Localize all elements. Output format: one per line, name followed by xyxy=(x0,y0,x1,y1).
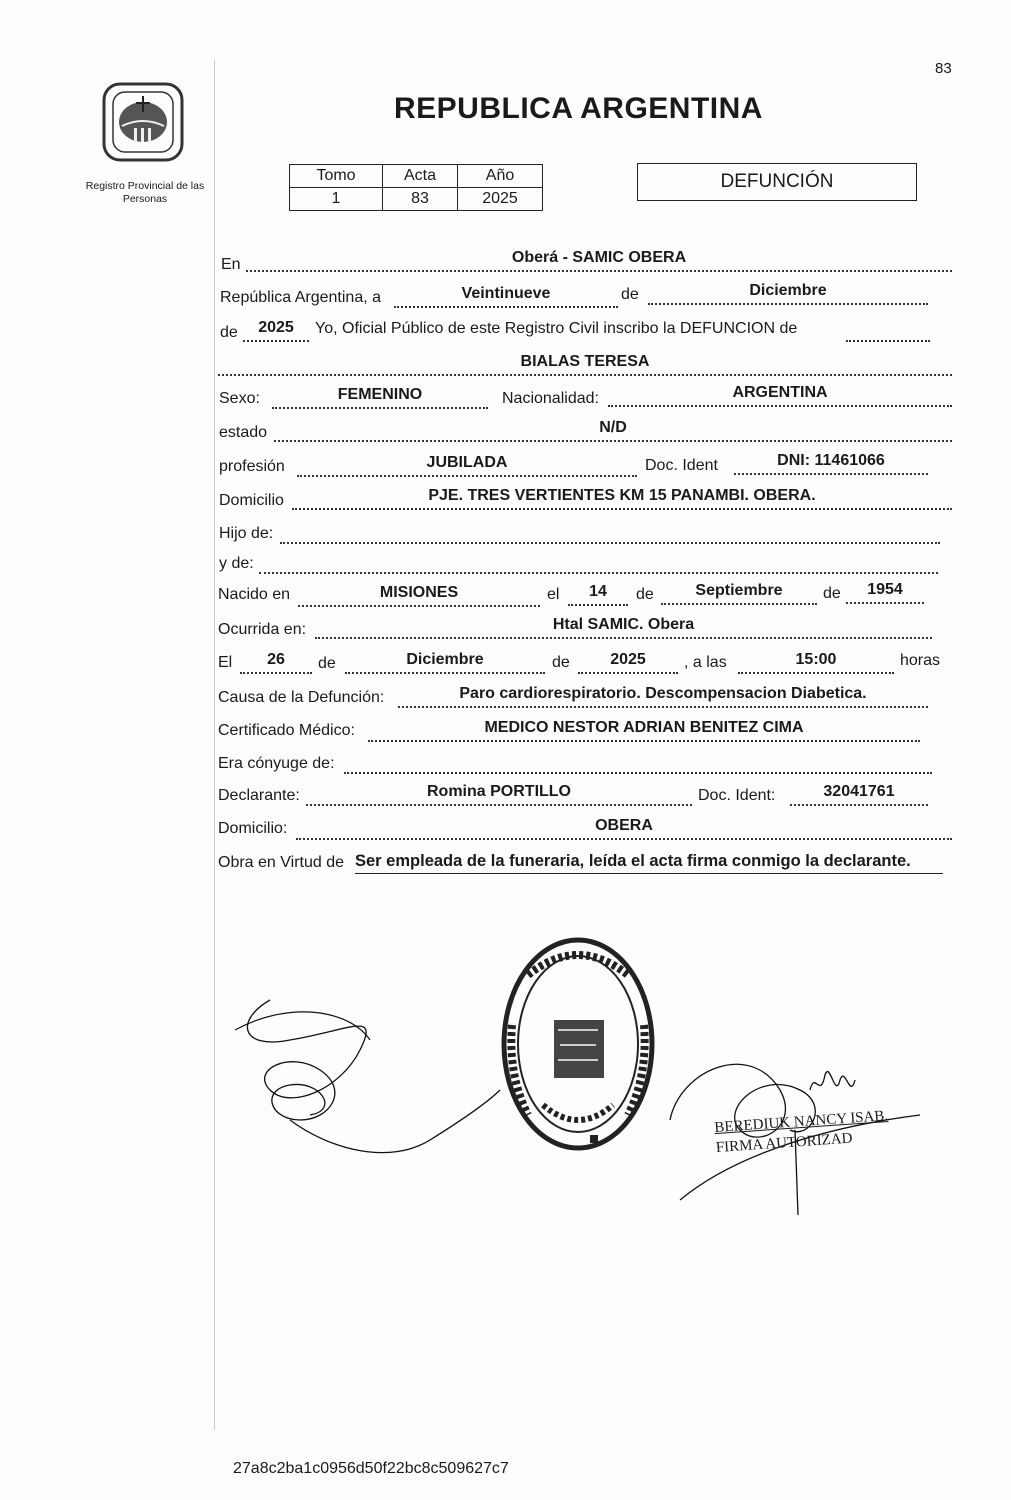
field-domicilio: PJE. TRES VERTIENTES KM 15 PANAMBI. OBERA. xyxy=(292,486,952,510)
label-doc-ident-2: Doc. Ident: xyxy=(698,787,776,804)
label-de-6: de xyxy=(552,654,570,671)
field-profesion: JUBILADA xyxy=(297,453,637,477)
header-anio: Año xyxy=(458,165,543,188)
field-doc-ident: DNI: 11461066 xyxy=(734,451,928,475)
field-nac-mes: Septiembre xyxy=(661,581,817,605)
label-domicilio: Domicilio xyxy=(219,492,284,509)
label-el-upper: El xyxy=(218,654,233,671)
label-conyuge: Era cónyuge de: xyxy=(218,755,335,772)
field-nacionalidad: ARGENTINA xyxy=(608,383,952,407)
label-causa: Causa de la Defunción: xyxy=(218,689,385,706)
field-y-de xyxy=(259,550,938,574)
document-hash: 27a8c2ba1c0956d50f22bc8c509627c7 xyxy=(233,1460,509,1477)
label-a-las: , a las xyxy=(684,654,727,671)
record-type: DEFUNCIÓN xyxy=(720,171,834,192)
province-seal-icon xyxy=(100,70,186,166)
value-acta: 83 xyxy=(383,188,458,211)
field-fallecido: BIALAS TERESA xyxy=(218,352,952,376)
field-declarante-domicilio: OBERA xyxy=(296,816,952,840)
signatory-title: FIRMA AUTORIZAD xyxy=(715,1130,853,1157)
label-nacionalidad: Nacionalidad: xyxy=(502,390,599,407)
margin-line xyxy=(214,60,215,1430)
field-def-hora: 15:00 xyxy=(738,650,894,674)
label-domicilio-2: Domicilio: xyxy=(218,820,288,837)
label-en: En xyxy=(221,256,241,273)
document-title: REPUBLICA ARGENTINA xyxy=(394,92,763,125)
record-type-box xyxy=(637,163,917,201)
field-conyuge xyxy=(344,750,932,774)
label-el: el xyxy=(547,586,560,603)
field-def-dia: 26 xyxy=(240,650,312,674)
field-nac-anio: 1954 xyxy=(846,580,924,604)
label-certificado: Certificado Médico: xyxy=(218,722,355,739)
label-yo: Yo, Oficial Público de este Registro Civil inscribo la DEFUNCION de xyxy=(315,320,798,337)
header-acta: Acta xyxy=(383,165,458,188)
label-de-1: de xyxy=(621,286,639,303)
field-anio: 2025 xyxy=(243,318,309,342)
label-de-5: de xyxy=(318,655,336,672)
label-sexo: Sexo: xyxy=(219,390,260,407)
field-ocurrida-en: Htal SAMIC. Obera xyxy=(315,615,932,639)
field-causa: Paro cardiorespiratorio. Descompensacion Diabetica. xyxy=(398,684,928,708)
field-nacido-en: MISIONES xyxy=(298,583,540,607)
label-y-de: y de: xyxy=(219,555,254,572)
acta-table xyxy=(289,164,543,211)
field-sexo: FEMENINO xyxy=(272,385,488,409)
field-certificado: MEDICO NESTOR ADRIAN BENITEZ CIMA xyxy=(368,718,920,742)
field-dia-letras: Veintinueve xyxy=(394,284,618,308)
page-number: 83 xyxy=(935,60,952,77)
field-blank-1 xyxy=(846,318,930,342)
label-doc-ident: Doc. Ident xyxy=(645,457,718,474)
label-nacido-en: Nacido en xyxy=(218,586,291,603)
field-def-anio: 2025 xyxy=(578,650,678,674)
signatory-name: BEREDIUK NANCY ISAB. xyxy=(713,1107,889,1137)
field-declarante-doc: 32041761 xyxy=(790,782,928,806)
label-de-2: de xyxy=(220,324,238,341)
field-def-mes: Diciembre xyxy=(345,650,545,674)
field-estado: N/D xyxy=(274,418,952,442)
label-ocurrida-en: Ocurrida en: xyxy=(218,621,307,638)
field-obra-en-virtud: Ser empleada de la funeraria, leída el acta firma conmigo la declarante. xyxy=(355,851,943,874)
label-estado: estado xyxy=(219,424,268,441)
field-lugar: Oberá - SAMIC OBERA xyxy=(246,248,952,272)
label-de-3: de xyxy=(636,586,654,603)
field-nac-dia: 14 xyxy=(568,582,628,606)
value-anio: 2025 xyxy=(458,188,543,211)
label-de-4: de xyxy=(823,585,841,602)
value-tomo: 1 xyxy=(290,188,383,211)
label-profesion: profesión xyxy=(219,458,285,475)
field-hijo-de xyxy=(280,520,940,544)
label-hijo-de: Hijo de: xyxy=(219,525,274,542)
official-stamp-icon xyxy=(498,935,658,1153)
label-obra: Obra en Virtud de xyxy=(218,854,345,871)
header-tomo: Tomo xyxy=(290,165,383,188)
field-mes: Diciembre xyxy=(648,281,928,305)
declarant-signature-icon xyxy=(230,990,510,1170)
registry-name: Registro Provincial de las Personas xyxy=(85,180,205,205)
field-declarante: Romina PORTILLO xyxy=(306,782,692,806)
label-republica: República Argentina, a xyxy=(220,289,381,306)
label-horas: horas xyxy=(900,652,941,669)
label-declarante: Declarante: xyxy=(218,787,300,804)
